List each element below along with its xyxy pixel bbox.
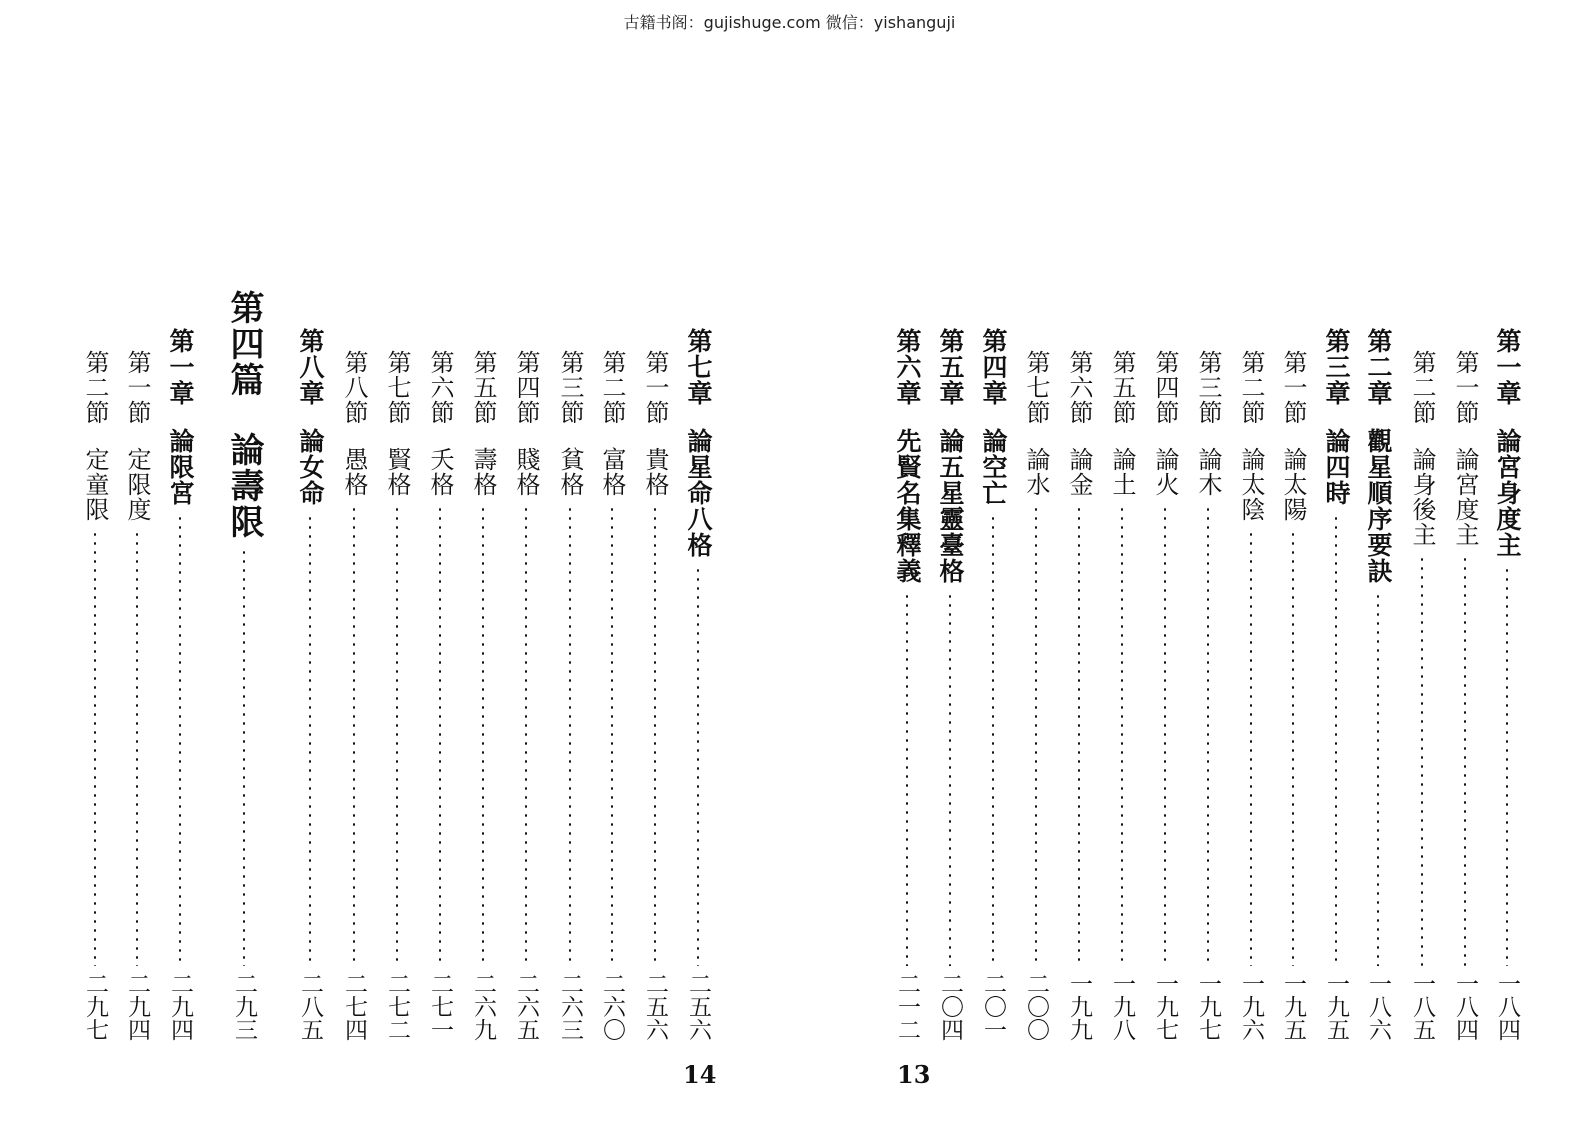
toc-entry [678, 0, 718, 1121]
toc-entry-heading [506, 350, 546, 497]
dot-leader [309, 514, 311, 966]
entry-title: 定限度 [123, 447, 151, 522]
toc-entry [334, 0, 374, 1121]
toc-entry-heading [1445, 350, 1485, 547]
entry-page-number: 一八四 [1494, 972, 1520, 1041]
dot-leader [611, 505, 613, 966]
toc-entry-heading [1016, 350, 1056, 497]
toc-entry [420, 0, 460, 1121]
toc-entry [117, 0, 157, 1121]
dot-leader [1250, 530, 1252, 966]
toc-entry [592, 0, 632, 1121]
toc-entry [635, 0, 675, 1121]
entry-page-number: 二五六 [642, 972, 668, 1041]
toc-entry [1016, 0, 1056, 1121]
dot-leader [992, 514, 994, 966]
entry-title: 先賢名集釋義 [893, 428, 922, 584]
toc-entry-heading [117, 350, 157, 522]
dot-leader [525, 505, 527, 966]
toc-entry-heading [1231, 350, 1271, 522]
toc-entry-heading [1145, 350, 1185, 497]
dot-leader [1506, 566, 1508, 966]
toc-entry-heading [1402, 350, 1442, 547]
section-label: 第七節 [1022, 350, 1050, 425]
dot-leader [1207, 505, 1209, 966]
dot-leader [1292, 530, 1294, 966]
toc-entry [377, 0, 417, 1121]
entry-title: 論宮度主 [1451, 447, 1479, 547]
toc-entry-heading [290, 328, 330, 506]
dot-leader [353, 505, 355, 966]
entry-title: 論水 [1022, 447, 1050, 497]
dot-leader [482, 505, 484, 966]
entry-page-number: 一九九 [1066, 972, 1092, 1041]
toc-entry-heading [1059, 350, 1099, 497]
entry-title: 論金 [1065, 447, 1093, 497]
entry-title: 論女命 [296, 428, 325, 506]
section-label: 第一節 [1451, 350, 1479, 425]
page-number: 14 [683, 1060, 717, 1089]
entry-page-number: 一九八 [1109, 972, 1135, 1041]
toc-entry-heading [930, 328, 970, 584]
section-label: 第一章 [1493, 328, 1522, 406]
toc-entry [75, 0, 115, 1121]
toc-entry-heading [592, 350, 632, 497]
dot-leader [1078, 505, 1080, 966]
entry-page-number: 二〇四 [937, 972, 963, 1041]
toc-entry-heading [75, 350, 115, 522]
dot-leader [1377, 592, 1379, 966]
toc-entry [1102, 0, 1142, 1121]
section-label: 第二章 [1364, 328, 1393, 406]
dot-leader [697, 566, 699, 966]
dot-leader [1164, 505, 1166, 966]
toc-entry [1487, 0, 1527, 1121]
watermark: 古籍书阁：gujishuge.com 微信：yishanguji [623, 13, 956, 32]
toc-entry-heading [1102, 350, 1142, 497]
entry-title: 論限宮 [166, 428, 195, 506]
toc-entry-heading [160, 328, 200, 506]
entry-title: 論土 [1108, 447, 1136, 497]
toc-entry [1188, 0, 1228, 1121]
section-label: 第四章 [979, 328, 1008, 406]
dot-leader [654, 505, 656, 966]
dot-leader [179, 514, 181, 966]
toc-entry [930, 0, 970, 1121]
toc-entry [290, 0, 330, 1121]
toc-entry [1145, 0, 1185, 1121]
toc-entry [1059, 0, 1099, 1121]
toc-entry [160, 0, 200, 1121]
toc-entry [506, 0, 546, 1121]
entry-page-number: 一九六 [1238, 972, 1264, 1041]
toc-entry-heading [678, 328, 718, 558]
toc-entry-heading [463, 350, 503, 497]
entry-page-number: 二八五 [297, 972, 323, 1041]
section-label: 第五章 [936, 328, 965, 406]
entry-page-number: 一九五 [1323, 972, 1349, 1041]
entry-page-number: 二七四 [341, 972, 367, 1041]
page-number: 13 [897, 1060, 931, 1089]
dot-leader [569, 505, 571, 966]
entry-page-number: 二九四 [167, 972, 193, 1041]
toc-entry [1358, 0, 1398, 1121]
section-label: 第六節 [426, 350, 454, 425]
entry-page-number: 一八四 [1452, 972, 1478, 1041]
entry-title: 論四時 [1322, 428, 1351, 506]
dot-leader [136, 530, 138, 966]
entry-page-number: 一九七 [1152, 972, 1178, 1041]
dot-leader [1464, 555, 1466, 966]
entry-page-number: 一八六 [1365, 972, 1391, 1041]
dot-leader [1121, 505, 1123, 966]
dot-leader [243, 548, 245, 966]
section-label: 第四節 [1151, 350, 1179, 425]
section-label: 第三節 [1194, 350, 1222, 425]
toc-entry-heading [973, 328, 1013, 506]
toc-entry [1402, 0, 1442, 1121]
entry-page-number: 二五六 [685, 972, 711, 1041]
dot-leader [949, 592, 951, 966]
entry-title: 論木 [1194, 447, 1222, 497]
right-page [790, 0, 1579, 1121]
toc-entry-heading [1358, 328, 1398, 584]
dot-leader [94, 530, 96, 966]
section-label: 第一節 [641, 350, 669, 425]
entry-page-number: 二六五 [513, 972, 539, 1041]
entry-title: 定童限 [81, 447, 109, 522]
toc-entry [463, 0, 503, 1121]
toc-entry-heading [420, 350, 460, 497]
entry-title: 論宮身度主 [1493, 428, 1522, 558]
toc-entry-heading [550, 350, 590, 497]
toc-entry-heading [1188, 350, 1228, 497]
entry-page-number: 二九四 [124, 972, 150, 1041]
entry-title: 論身後主 [1408, 447, 1436, 547]
entry-title: 貴格 [641, 447, 669, 497]
section-label: 第二節 [81, 350, 109, 425]
entry-title: 論壽限 [224, 432, 264, 540]
toc-entry-heading [1487, 328, 1527, 558]
entry-title: 夭格 [426, 447, 454, 497]
section-label: 第八節 [340, 350, 368, 425]
section-label: 第四篇 [224, 290, 264, 398]
entry-page-number: 二一二 [894, 972, 920, 1041]
entry-page-number: 二七二 [384, 972, 410, 1041]
entry-page-number: 二六〇 [599, 972, 625, 1041]
toc-entry [887, 0, 927, 1121]
section-label: 第二節 [598, 350, 626, 425]
entry-page-number: 二九三 [231, 972, 257, 1041]
toc-entry-heading [334, 350, 374, 497]
entry-page-number: 一九五 [1280, 972, 1306, 1041]
toc-entry [1316, 0, 1356, 1121]
section-label: 第一章 [166, 328, 195, 406]
toc-entry [550, 0, 590, 1121]
toc-entry [1445, 0, 1485, 1121]
toc-entry [1231, 0, 1271, 1121]
section-label: 第六章 [893, 328, 922, 406]
section-label: 第二節 [1237, 350, 1265, 425]
section-label: 第五節 [1108, 350, 1136, 425]
toc-entry-heading [1273, 350, 1313, 522]
entry-page-number: 二六九 [470, 972, 496, 1041]
dot-leader [439, 505, 441, 966]
entry-title: 賢格 [383, 447, 411, 497]
entry-page-number: 二六三 [557, 972, 583, 1041]
entry-page-number: 一八五 [1409, 972, 1435, 1041]
entry-page-number: 二九七 [82, 972, 108, 1041]
section-label: 第一節 [1279, 350, 1307, 425]
toc-entry [1273, 0, 1313, 1121]
toc-entry-heading [1316, 328, 1356, 506]
section-label: 第五節 [469, 350, 497, 425]
section-label: 第二節 [1408, 350, 1436, 425]
entry-page-number: 一九七 [1195, 972, 1221, 1041]
section-label: 第七章 [684, 328, 713, 406]
entry-title: 論火 [1151, 447, 1179, 497]
dot-leader [396, 505, 398, 966]
dot-leader [1035, 505, 1037, 966]
entry-title: 愚格 [340, 447, 368, 497]
entry-title: 論太陽 [1279, 447, 1307, 522]
section-label: 第八章 [296, 328, 325, 406]
section-label: 第六節 [1065, 350, 1093, 425]
toc-entry [224, 0, 264, 1121]
entry-title: 觀星順序要訣 [1364, 428, 1393, 584]
entry-page-number: 二〇〇 [1023, 972, 1049, 1041]
dot-leader [906, 592, 908, 966]
entry-page-number: 二〇一 [980, 972, 1006, 1041]
section-label: 第三章 [1322, 328, 1351, 406]
section-label: 第四節 [512, 350, 540, 425]
entry-title: 論太陰 [1237, 447, 1265, 522]
entry-page-number: 二七一 [427, 972, 453, 1041]
entry-title: 論五星靈臺格 [936, 428, 965, 584]
toc-entry-heading [887, 328, 927, 584]
dot-leader [1335, 514, 1337, 966]
toc-entry [973, 0, 1013, 1121]
toc-entry-heading [635, 350, 675, 497]
section-label: 第三節 [556, 350, 584, 425]
entry-title: 論星命八格 [684, 428, 713, 558]
entry-title: 富格 [598, 447, 626, 497]
toc-entry-heading [377, 350, 417, 497]
section-label: 第七節 [383, 350, 411, 425]
entry-title: 賤格 [512, 447, 540, 497]
entry-title: 貧格 [556, 447, 584, 497]
dot-leader [1421, 555, 1423, 966]
entry-title: 論空亡 [979, 428, 1008, 506]
section-label: 第一節 [123, 350, 151, 425]
entry-title: 壽格 [469, 447, 497, 497]
toc-entry-heading [220, 290, 268, 540]
